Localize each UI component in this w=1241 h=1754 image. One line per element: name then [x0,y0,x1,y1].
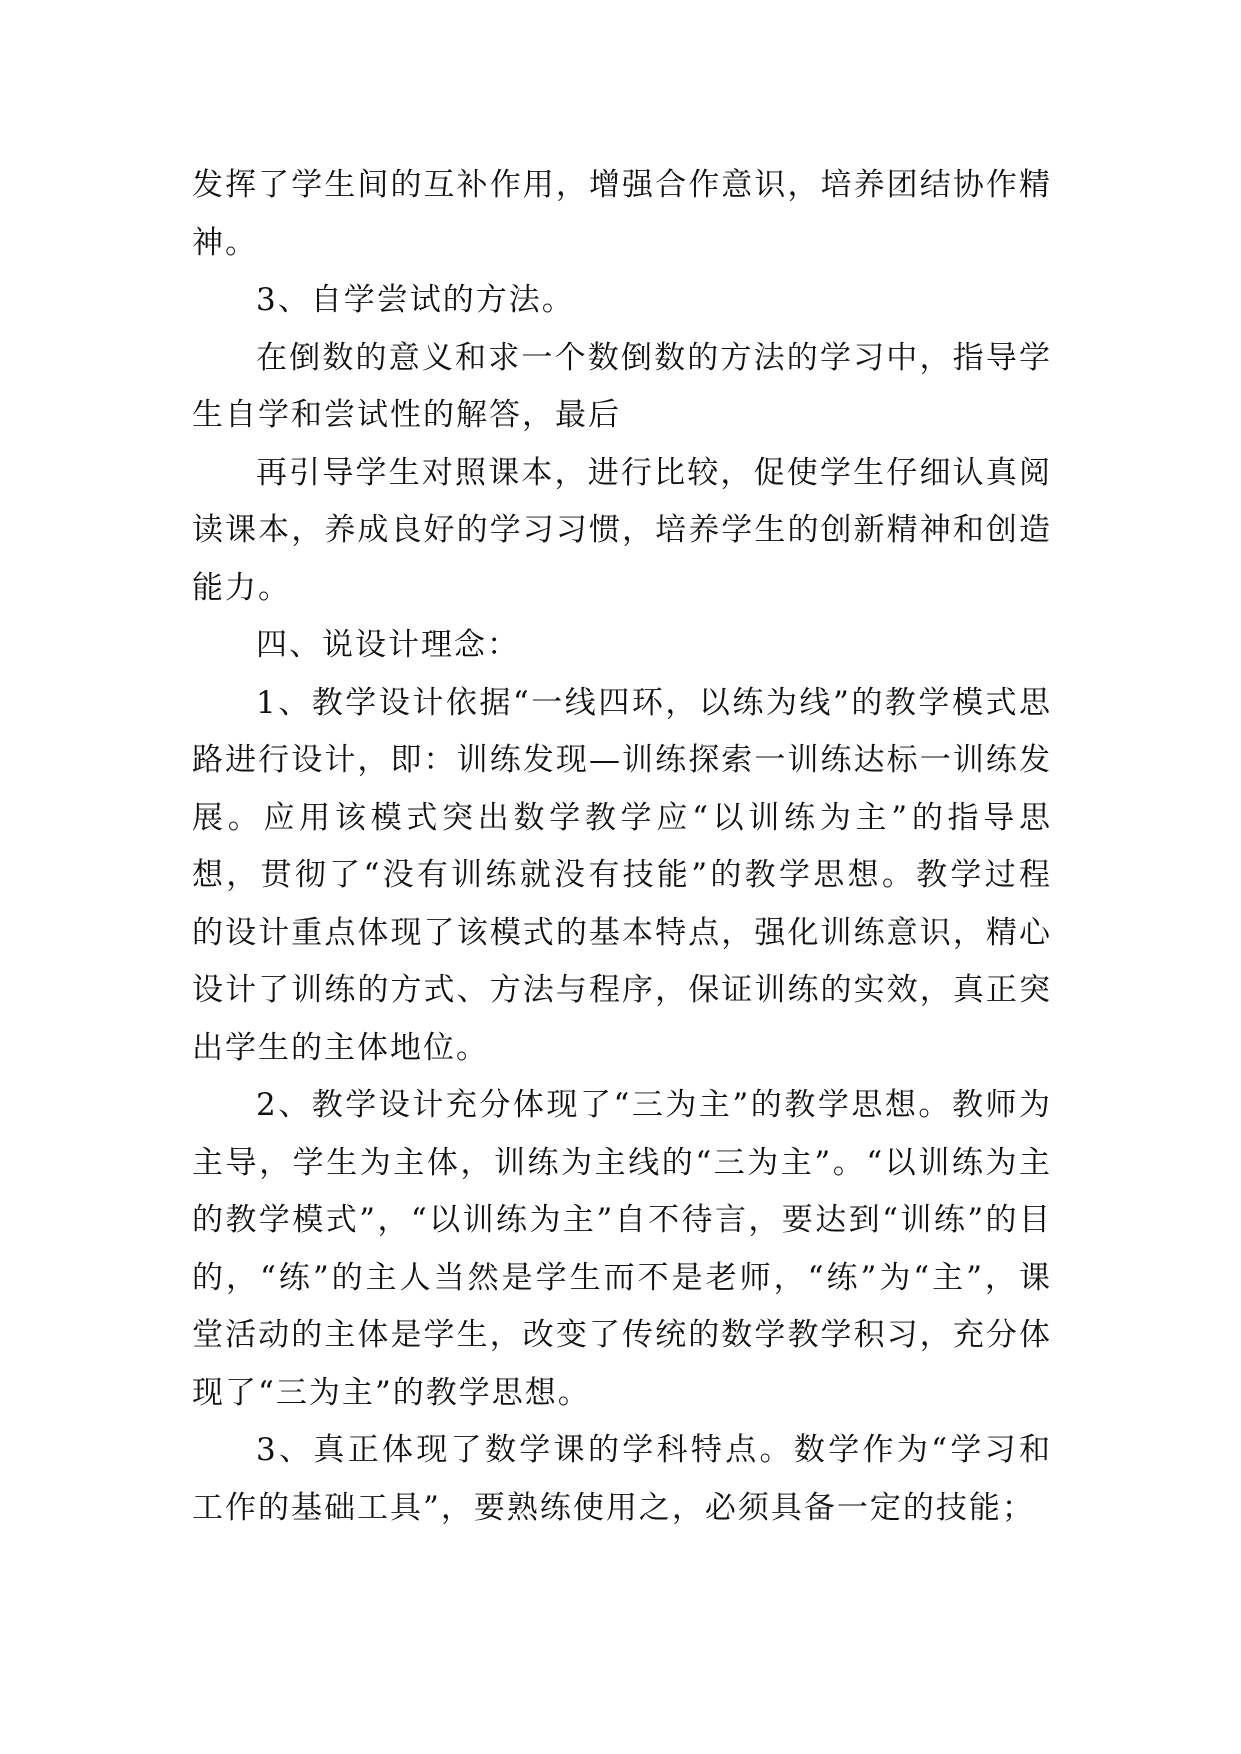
paragraph-2: 3、自学尝试的方法。 [256,282,575,318]
paragraph-8: 3、真正体现了数学课的学科特点。数学作为“学习和工作的基础工具”，要熟练使用之，必须具备一定的技能； [192,1432,1052,1526]
paragraph-6: 1、教学设计依据“一线四环，以练为线”的教学模式思路进行设计，即：训练发现—训练探索一训练达标一训练发展。应用该模式突出数学教学应“以训练为主”的指导思想，贯彻了“没有训练就没有技能”的教学思想。教学过程的设计重点体现了该模式的基本特点，强化训练意识，精心设计了训练的方式、方法与程序，保证训练的实效，真正突出学生的主体地位。 [192,684,1052,1066]
paragraph-3: 在倒数的意义和求一个数倒数的方法的学习中，指导学生自学和尝试性的解答，最后 [192,339,1052,433]
paragraph-7: 2、教学设计充分体现了“三为主”的教学思想。教师为主导，学生为主体，训练为主线的“三为主”。“以训练为主的教学模式”，“以训练为主”自不待言，要达到“训练”的目的，“练”的主人当然是学生而不是老师，“练”为“主”，课堂活动的主体是学生，改变了传统的数学教学积习，充分体现了“三为主”的教学思想。 [192,1087,1052,1411]
paragraph-1: 发挥了学生间的互补作用，增强合作意识，培养团结协作精神。 [192,167,1052,261]
paragraph-4: 再引导学生对照课本，进行比较，促使学生仔细认真阅读课本，养成良好的学习习惯，培养学生的创新精神和创造能力。 [192,454,1052,606]
section-heading-design-concept: 四、说设计理念： [256,627,520,663]
document-body [192,157,1052,1537]
